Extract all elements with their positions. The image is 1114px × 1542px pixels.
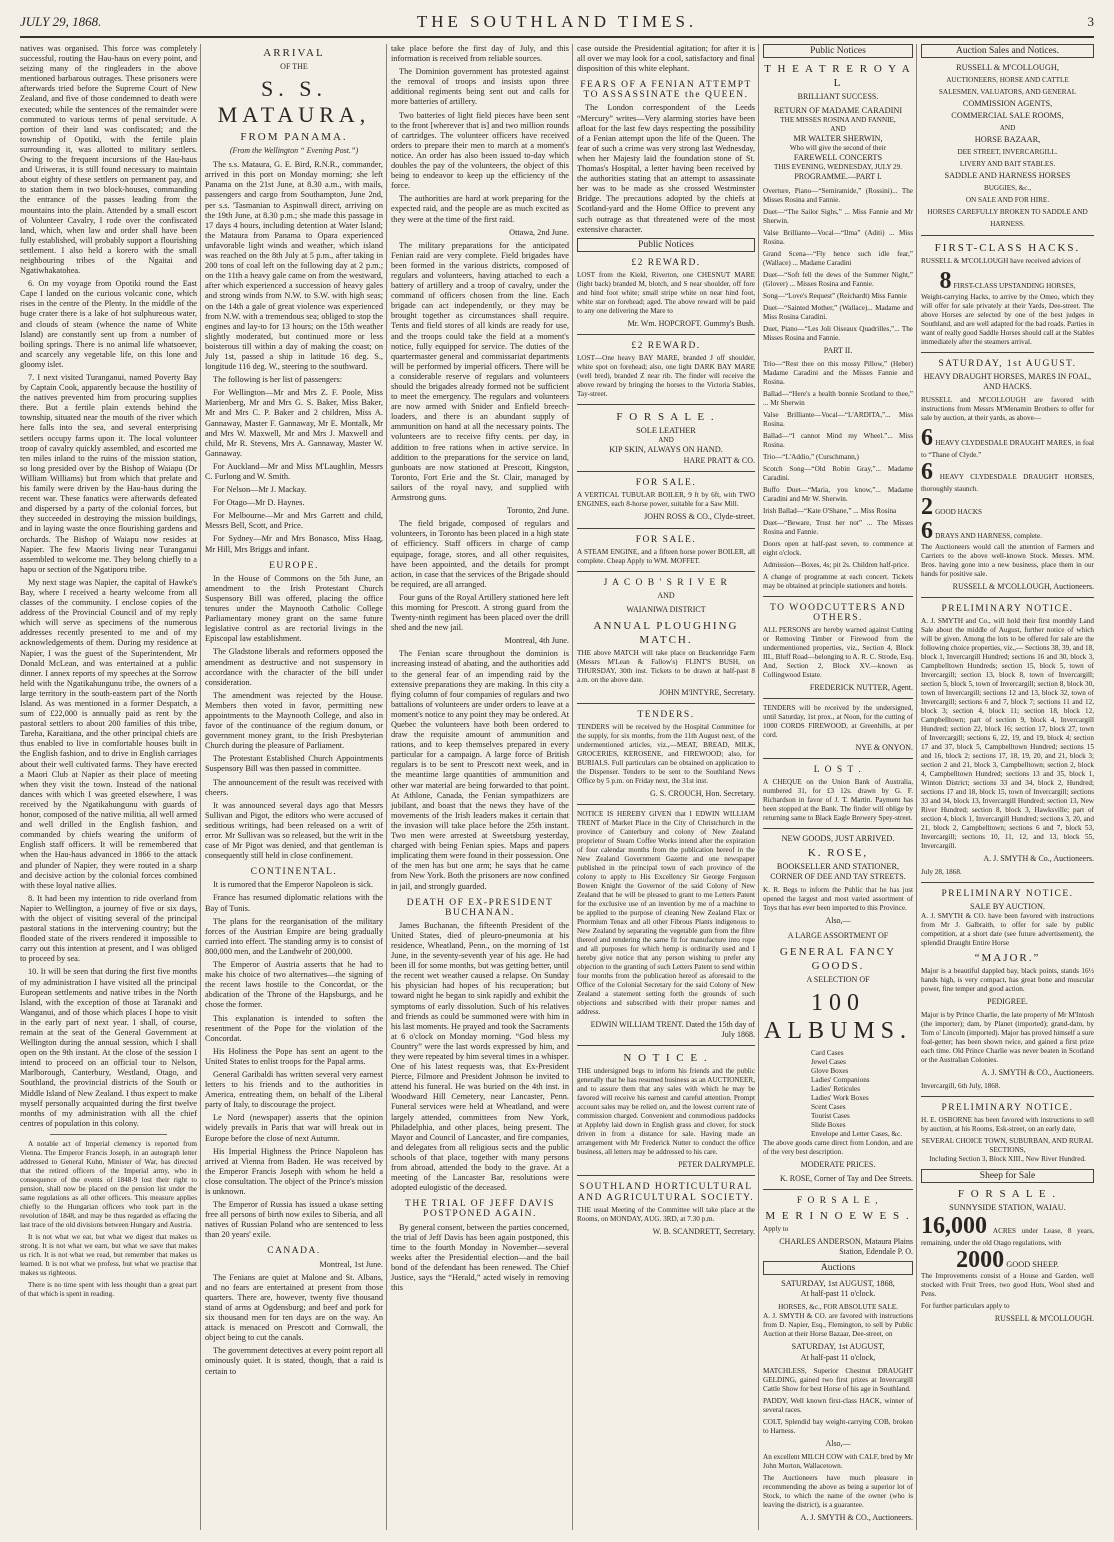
ad-body: The Auctioneers have much pleasure in recommending the above as being a superior lot of Stock, to which the name of the owner (who is leaving the district), is a guarantee. <box>763 1473 913 1509</box>
ad-heading: J A C O B ' S R I V E R <box>603 577 729 588</box>
paragraph: 7. I next visited Turanganui, named Poverty Bay by Captain Cook, apparently because the hostility of the natives prevented him from procuring supplies there. But a fertile plain extends behind the township, situated near the mouth of the river which here falls into the sea, and several enterprising settlers occupy farms upon it. The local volunteer troop of cavalry quickly assembled, and escorted me ten miles inland to the ruins of the mission station, so long presided over by the Bishop of Waiapu (Dr William Williams) but from which that prelate and his family were driven by the Hau-haus during the recent war. These fanatics were afterwards defeated and dispersed by a party of the colonial forces, but they succeeded in destroying the mission buildings, and in laying waste the once flourishing gardens and orchards. The Bishop of Waiapu now resides at Napier. The few Maoris living near Turanganui assembled to welcome me. They belong chiefly to a hapu or section of the Ngatiporu tribe. <box>20 373 197 574</box>
list-item: Tourist Cases <box>811 1111 850 1120</box>
separator <box>577 334 755 335</box>
ad-body: ALL PERSONS are hereby warned against Cutting or Removing Timber or Firewood from the undermentioned properties, viz., Section 4, Block III., Bluff Road—belonging to A. R. C. Strode, Esq. And, Section 2, Block XV.—known as Collingwood Estate. <box>763 625 913 679</box>
ad-heading: £2 REWARD. <box>631 340 701 351</box>
separator <box>921 597 1094 598</box>
section-box-heading: Auction Sales and Notices. <box>921 44 1094 58</box>
ad-heading: PRELIMINARY NOTICE. <box>941 1103 1074 1114</box>
ad-heading: L O S T . <box>813 765 863 776</box>
ad-body: Major is a beautiful dappled bay, black points, stands 16½ hands high, is very compact, has great bone and muscular power, fine temper and good action. <box>921 967 1094 994</box>
column-rule <box>758 44 759 1530</box>
ad-heading: F O R S A L E . <box>616 411 716 424</box>
ad-signature: Mr. Wm. HOPCROFT. Gummy's Bush. <box>627 318 755 328</box>
paragraph: The plans for the reorganisation of the military forces of the Austrian Empire are being gradually carried into effect. The standing army is to consist of 800,000 men, and the Landwehr of 200,000. <box>205 916 383 956</box>
ad-signature: EDWIN WILLIAM TRENT. Dated the 15th day of July 1868. <box>590 1020 755 1040</box>
ad-line: SADDLE AND HARNESS HORSES <box>944 171 1071 181</box>
paragraph: His Holiness the Pope has sent an agent to the United States to enlist troops for the Papal arms. <box>205 1046 383 1066</box>
ad-line: MODERATE PRICES. <box>800 1159 876 1169</box>
separator <box>763 1189 913 1190</box>
paragraph: The Fenian scare throughout the dominion is increasing instead of abating, and the authorities add to the general fear of an impending raid by the extensive preparations they are making. In this city a flying column of four companies of regulars and two battalions of volunteers are under orders to leave at a moment's notice to any point they may be ordered. At Quebec the volunteers have both been ordered to draw the requisite amount of ammunition and rations, and to keep themselves prepared in every particular for a campaign. A large force of British regulars is to be sent to Prescott next week, and in the meantime large quantities of ammunition and other war material are being forwarded to that point. At Athlone, Canada, the Fenian sympathizers are jubilant, and boast that the news they have of the movements of the Irish leaders makes it certain that the invasion will take place before the 25th instant. Two men were arrested at Sweetsburg yesterday, charged with being Fenian spies. Maps and papers implicating them were found in their possession. One of the men has but one arm; he says that he came from New York. Both the prisoners are now confined in jail, and strongly guarded. <box>391 649 569 891</box>
lot-number: 6 <box>921 425 933 452</box>
paragraph: Four guns of the Royal Artillery stationed here left this morning for Prescott. A strong guard from the Twenty-ninth regiment has been placed over the drill shed and the new jail. <box>391 592 569 633</box>
paragraph: This explanation is intended to soften the resentment of the Pope for the violation of the Concordat. <box>205 1013 383 1043</box>
separator <box>763 698 913 699</box>
list-item: Envelope and Letter Cases, &c. <box>811 1129 903 1138</box>
paragraph: The Protestant Established Church Appointments Suspensory Bill was then passed in committee. <box>205 754 383 774</box>
ad-heading: £2 REWARD. <box>631 257 701 268</box>
ad-body: For further particulars apply to <box>921 1301 1010 1310</box>
ad-body: THE above MATCH will take place on Brackenridge Farm (Messrs M'Lean & Fallow's) FLINT'S BUSH, on THURSDAY, 30th inst. Tickets to be drawn at half-past 8 a.m. on the above date. <box>577 648 755 684</box>
ad-heading: FOR SALE. <box>635 478 697 489</box>
paragraph: The announcement of the result was received with cheers. <box>205 777 383 797</box>
ad-line: A LARGE ASSORTMENT OF <box>787 930 889 940</box>
paragraph: Two batteries of light field pieces have been sent to the front [wherever that is] and two million rounds of cartridges. The volunteer officers have received orders to prepare their men to march at a moment's notice. An order has also been issued to-day which doubles the pay of the volunteers, the object of this being to endeavor to keep up the efficiency of the force. <box>391 110 569 191</box>
ad-body: NOTICE IS HEREBY GIVEN that I EDWIN WILLIAM TRENT of Market Place in the City of Christchurch in the province of Canterbury and colony of New Zealand proprietor of Steam Coffee Works intend after the expiration of four calendar months from the publication hereof in the New Zealand Government Gazette and one newspaper published in the principal town of each province of the colony to apply to His Excellency Sir George Ferguson Bowen Knight the Governor of the said Colony of New Zealand that he will be pleased to grant to me Letters Patent for the exclusive use of an invention by me of a machine to be applied to the purpose of cleaning New Zealand Flax or Phormium Tenax and all other Fibrous Plants indigenous to New Zealand by separating the vegetable gum from the fibre thereof and rendering the same fit for manufacture into rope and all purposes for which hemp is ordinarily used and I hereby give notice that any person wishing to prefer any objection to the granting of such Letters Patent to send within four months from the publication hereof as aforesaid to the Office of the Colonial Secretary for the said Colony of New Zealand a statement setting forth the grounds of such objections and subscribed with their proper names and address. <box>577 810 755 1017</box>
ad-body: Doors open at half-past seven, to commence at eight o'clock. <box>763 539 913 557</box>
ad-line: THIS EVENING, WEDNESDAY, JULY 29. <box>773 163 903 172</box>
ad-title: K. ROSE, <box>807 847 869 860</box>
paragraph: The Gladstone liberals and reformers opposed the amendment as destructive and not suspensory in accordance with the character of the bill under consideration. <box>205 647 383 687</box>
separator <box>577 804 755 805</box>
ad-body: LOST—One heavy BAY MARE, branded J off shoulder, white spot on forehead; also, one light DARK BAY MARE (well bred), branded Z near rib. The finder will receive the above reward by bringing the horses to the Victoria Stables, Tay-street. <box>577 354 755 399</box>
programme-item: Valse Brilliante—Vocal—“L'ARDITA,”... Miss Rosina. <box>763 410 913 428</box>
separator <box>50 1134 167 1135</box>
ad-signature: K. ROSE, Corner of Tay and Dee Streets. <box>779 1173 913 1183</box>
paragraph: natives was organised. This force was completely successful, routing the Hau-haus on every point, and seizing many of the ringleaders in the above mentioned barbarous outrages. These prisoners were afterwards tried before the Supreme Court of New Zealand, and five of those condemned to death were executed; while the sentences of the remainder were commuted to various terms of penal servitude. A portion of their land was confiscated; and the township of Opotiki, with the fertile plain surrounding it, was allotted to military settlers. Owing to the frequent incursions of the Hau-haus and Uriweras, it is still found necessary to maintain about eighty of these settlers on permanent pay, and to station them in two block-houses, commanding the entrance of the passes leading from the mountains into the plain. Attended by a small escort of Volunteer Cavalry, I rode over the confiscated land, which, when law and order shall have been fully established, will probably support a flourishing settlement. I also held a korero with the small neighbouring tribes of the Ngaitai and Ngatiwhakatohea. <box>20 44 197 276</box>
separator <box>921 882 1094 883</box>
programme-item: Trio—“L'Addio,” (Curschmann,) <box>763 452 859 461</box>
paragraph: For Wellington—Mr and Mrs Z. F. Poole, Miss Marienberg, Mr and Mrs G. S. Baker, Miss Baker, Mr and Mrs C. P. Baker and 2 children, Miss A. Gannaway, Master F. Gannaway, Mr E. Montalk, Mr and Mrs W. Maxwell, Mr and Mrs J. Maxwell and child, Mr R. Stevens, Mrs A. Gannaway, Master W. Gannaway. <box>205 388 383 458</box>
ad-date: July 28, 1868. <box>921 867 962 876</box>
ad-body: PADDY, Well known first-class HACK, winner of several races. <box>763 1396 913 1414</box>
column-rule <box>386 44 387 1530</box>
ad-body: MATCHLESS, Superior Chestnut DRAUGHT GELDING, gained two first prizes at Invercargill Cattle Show for best Horse of his age in Southland. <box>763 1366 913 1393</box>
column-6 <box>921 44 1094 1530</box>
paragraph: The Emperor of Austria asserts that he had to make his choice of two alternatives—the signing of the recent laws hostile to the Concordat, or the abdication of the Throne of the Hapsburgs, and he chose the former. <box>205 960 383 1010</box>
programme-item: Overture, Piano—“Semiramide,” (Rossini)... The Misses Rosina and Fannie. <box>763 186 913 204</box>
list-item: Jewel Cases <box>811 1057 846 1066</box>
ad-title-large: 100 ALBUMS. <box>763 989 913 1044</box>
ad-line: AND <box>657 590 675 600</box>
paragraph: For Otago—Mr D. Haynes. <box>213 498 305 508</box>
newspaper-title: THE SOUTHLAND TIMES. <box>416 12 698 31</box>
separator <box>921 235 1094 236</box>
list-item: Ladies' Reticules <box>811 1084 860 1093</box>
paragraph: France has resumed diplomatic relations with the Bay of Tunis. <box>205 893 383 913</box>
lot-text: HEAVY CLYDESDALE DRAUGHT HORSES, thoroughly staunch. <box>921 473 1094 494</box>
lot-text: ACRES under Lease, 8 years, remaining, under the old Otago regulations, with <box>921 1226 1094 1247</box>
lot-number: 2 <box>921 493 933 520</box>
ad-body: H. E. OSBORNE has been favored with instructions to sell by auction, at his Rooms, Esk-street, on an early date, <box>921 1116 1094 1134</box>
column-3 <box>391 44 569 1530</box>
ad-signature: CHARLES ANDERSON, Mataura Plains Station, Edendale P. O. <box>779 1236 913 1257</box>
section-box-heading: Sheep for Sale <box>921 1169 1094 1183</box>
paragraph: The Dominion government has protested against the removal of troops and insists upon three additional regiments being sent out and calls for more batteries of artillery. <box>391 67 569 107</box>
programme-item: Duet—“The Sailor Sighs,” ... Miss Fannie and Mr Sherwin. <box>763 207 913 225</box>
separator <box>577 1175 755 1176</box>
ad-heading: FOR SALE. <box>635 534 697 545</box>
ad-line: COMMERCIAL SALE ROOMS, <box>951 111 1064 121</box>
ad-heading: PRELIMINARY NOTICE. <box>941 603 1074 614</box>
paragraph: For Sydney—Mr and Mrs Bonasco, Miss Haag, Mr Hill, Mrs Briggs and infant. <box>205 534 383 554</box>
paragraph: There is no time spent with less thought than a great part of that which is spent in reading. <box>20 1280 197 1298</box>
ad-line: LIVERY AND BAIT STABLES. <box>959 160 1056 169</box>
ad-line: ON SALE AND FOR HIRE. <box>965 196 1050 205</box>
ad-heading: T H E A T R E R O Y A L <box>764 63 912 90</box>
ad-line: SOLE LEATHER <box>636 426 696 436</box>
lot <box>921 269 1094 293</box>
ad-line: FAREWELL CONCERTS <box>793 153 883 163</box>
ad-body: Admission—Boxes, 4s; pit 2s. Children half-price. <box>763 560 910 569</box>
ad-body: A. J. SMYTH & CO. have been favored with instructions from Mr J. Galbraith, to offer for sale by public competition, at a short date (see future advertisement), the splendid Draught Entire Horse <box>921 912 1094 948</box>
paragraph: 10. It will be seen that during the first five months of my administration I have visited all the principal European settlements and native tribes in the North Island, with the exception of those at Taranaki and Wanganui, and of those which places I hope to visit in the early part of next year. I shall, of course, remain at the seat of the General Government at Wellington during the annual session, which I shall open on the 9th instant. At the close of the session I intend to proceed on an official tour to Nelson, Marlborough, Canterbury, Westland, Otago, and Southland, the provincial districts of the South or Middle Island of New Zealand. I thus expect to make myself personally acquainted during the first twelve months of my administration with all the chief centres of population in this colony. <box>20 967 197 1128</box>
ad-signature: JOHN M'INTYRE, Secretary. <box>658 687 755 697</box>
ad-line: BOOKSELLER AND STATIONER, <box>776 862 900 872</box>
ad-line: COMMISSION AGENTS, <box>962 99 1053 109</box>
separator <box>577 703 755 704</box>
article-source: (From the Wellington “ Evening Post.”) <box>229 146 359 156</box>
ad-signature: FREDERICK NUTTER, Agent. <box>809 682 913 692</box>
programme-item: Duet, Piano—“Les Joli Oiseaux Quadrilles,”... The Misses Rosina and Fannie. <box>763 324 913 342</box>
lot <box>921 495 1094 519</box>
section-heading: EUROPE. <box>269 560 319 571</box>
ad-body: RUSSELL and M'COLLOUGH are favored with instructions from Messrs M'Menamin Brothers to offer for sale by auction, at their yards, as above— <box>921 396 1094 423</box>
paragraph: 6. On my voyage from Opotiki round the East Cape I landed on the curious volcanic cone, which rises in the centre of the Plenty. In the middle of the huge crater there is a lake of hot sulphureous water, and clouds of steam (whence the name of White Island) are constantly sent up from a number of boiling springs. There is no animal life whatsoever, and scarcely any vegetable life, on this lone and gloomy islet. <box>20 279 197 369</box>
lot-text: GOOD HACKS <box>935 507 983 516</box>
section-heading: CONTINENTAL. <box>250 867 338 878</box>
ad-line: WAIANIWA DISTRICT <box>626 604 706 614</box>
programme-item: Grand Scena—“Fly hence such idle fear,” (Wallace) ... Madame Caradini <box>763 249 913 267</box>
paragraph: His Imperial Highness the Prince Napoleon has arrived at Vienna from Baden. He was received by the Emperor Francis Joseph with whom he held a close consultation. The object of the Prince's mission is unknown. <box>205 1146 383 1196</box>
ad-line: RUSSELL & M'COLLOUGH, <box>956 63 1059 73</box>
column-rule <box>916 44 917 1530</box>
ad-signature: G. S. CROUCH, Hon. Secretary. <box>649 789 755 799</box>
ad-line: BRILLIANT SUCCESS. <box>797 92 879 102</box>
ad-body: The above goods came direct from London, and are of the very best description. <box>763 1138 913 1156</box>
ad-heading: TO WOODCUTTERS AND OTHERS. <box>770 602 906 623</box>
ad-line: THE MISSES ROSINA AND FANNIE, <box>780 116 896 125</box>
horse-name: “MAJOR.” <box>974 952 1041 965</box>
programme-item: Scotch Song—“Old Robin Gray,”... Madame Caradini. <box>763 464 913 482</box>
paragraph: James Buchanan, the fifteenth President of the United States, died of pleuro-pneumonia at his residence, Wheatland, Penn., on the morning of 1st June, in the seventy-seventh year of his age. He had been ill for some months, but was getting better, until the recent wet weather caused a relapse. On Sunday his physician had hopes of his recuperation; but toward night he began to sink rapidly and exhibit the symptoms of early dissolution. Such of his relatives and friends as could be summoned were with him in his last moments. He prayed and took the Sacraments at 6 o'clock on Monday morning. “God bless my Country” were the last words expressed by him, and they were repeated by him several times in a whisper. One of his latest requests was, that Ex-President Pierce, Filmore and President Johnson be invited to attend his funeral. He was buried on the 4th inst. in Woodward Hill Cemetery, near Lancaster, Penn. Funeral services were held at Wheatland, and were largely attended, committees from New York, Philadelphia, and other places, being present. The Mayor and Council of Lancaster, and fire companies, and delegates from all religious sects and the public schools of that place, together with many persons from abroad, attended the body to the grave. At a meeting of the Lancaster Bar, resolutions were adopted eulogistic of the deceased. <box>391 920 569 1193</box>
section-heading: CANADA. <box>267 1246 321 1257</box>
ad-line: HORSES CAREFULLY BROKEN TO SADDLE AND HARNESS. <box>927 208 1088 229</box>
programme-heading: PROGRAMME.—PART I. <box>794 172 882 182</box>
ad-heading: F O R S A L E , <box>796 1195 880 1206</box>
lot-number: 6 <box>921 459 933 486</box>
dateline: Ottawa, 2nd June. <box>509 227 569 237</box>
separator <box>577 571 755 572</box>
ad-line: Including Section 3, Block XIII., New River Hundred. <box>929 1155 1086 1164</box>
ad-line: SALESMEN, VALUATORS, AND GENERAL <box>938 88 1077 97</box>
ad-body: An excellent MILCH COW with CALF, bred by Mr John Morton, Wallacetown. <box>763 1452 913 1470</box>
ad-line: HORSES, &c., FOR ABSOLUTE SALE. <box>778 1303 898 1312</box>
ad-body: A. J. SMYTH & CO. are favored with instructions from D. Napier, Esq., Flemington, to sell by Public Auction at their Horse Bazaar, Dee-street, on <box>763 1312 913 1339</box>
ad-body: RUSSELL & M'COLLOUGH have received advices of <box>921 257 1081 266</box>
programme-item: Song—“Love's Request” (Reichardt) Miss Fannie <box>763 291 907 300</box>
column-2 <box>205 44 383 1530</box>
ad-line: Also,— <box>825 1438 851 1448</box>
arrival-of-the: OF THE <box>280 62 308 71</box>
lot <box>921 1214 1094 1248</box>
programme-item: Buffo Duet—“Maria, you know,”... Madame Caradini and Mr W. Sherwin. <box>763 485 913 503</box>
ad-line: DEE STREET, INVERCARGILL. <box>957 148 1058 157</box>
ad-heading: N O T I C E . <box>623 1052 709 1065</box>
separator <box>577 528 755 529</box>
ad-signature: JOHN ROSS & CO., Clyde-street. <box>644 512 755 522</box>
paragraph: The government detectives at every point report all ominously quiet. It is stated, though, that a raid is certain to <box>205 1346 383 1376</box>
paragraph: In the House of Commons on the 5th June, an amendment to the Irish Protestant Church Suspensory Bill was offered, placing the office tenures under the Maynooth Catholic College Parliamentary money grant on the same future legislative control as are rectorial livings in the Episcopal law establishment. <box>205 573 383 644</box>
ad-line: KIP SKIN, ALWAYS ON HAND. <box>609 445 723 455</box>
section-box-heading: Public Notices <box>577 238 755 252</box>
programme-item: Valse Brilliante—Vocal—“Ilma” (Aditi) ... Miss Rosina. <box>763 228 913 246</box>
paragraph: It is rumored that the Emperor Napoleon is sick. <box>213 880 374 890</box>
separator <box>763 758 913 759</box>
lot <box>921 1248 1094 1272</box>
ad-body: A. J. SMYTH and Co., will hold their first monthly Land Sale about the middle of August, further notice of which will be given. Among the lots to be offered for sale are the following choice properties, viz.,— Sections 38, 39, and 18, block 1, Invercargill Hundred; sections 16 and 30, block 3, Campbelltown Hundreds; section 15, block 5, town of Invercargill; section 13, block 8, town of Invercargill; section 5, block 5, town of Invercargill; section 8, block 30, town of Invercargill; sections 12 and 13, block 32, town of Invercargill; sections 6 and 7, block 7; sections 11 and 12, block 3; section 4, block 11; section 18, block 12, Campbelltown; part of section 9, block 4, Invercargill Hundred; section 22, block 16; section 17, block 27, town of Invercargill; sections 6, 22, 19, and 19, block 4; section 17 and 37, block 5, Campbelltown Hundred; sections 15 and 16, block 2; sections 17, 18, 19, 20, and 21, block 3; section 2 and 21, block 3, Campbelltown; section 2, block 4, Campbelltown Hundred; sections 13 and 35, block 1, Winton District; sections 33 and 34, block 2, Hundred; sections 17 and 18, block 15, town of Invercargill; sections 33 and 34, block 13, Invercargill Hundred; section 13, New River Hundred; section 8, block 3, Hawksville; part of section 4, block 1, Invercargill Hundred; sections 3, 20, and 21, block 2, Campbelltown; sections 6 and 7, block 53, Invercargill; sections 10, 11, 12, and 13, block 55, Invercargill. <box>921 616 1094 850</box>
ad-signature: RUSSELL & M'COLLOUGH, Auctioneers. <box>952 581 1094 591</box>
ad-body: Weight-carrying Hacks, to arrive by the Omeo, which they will offer for sale privately at their Yards, Dee-street. The above Horses are selected by one of the best judges in Southland, and are well adapted for the bad roads. Parties in want of really good Saddle Horses should call at the Stables immediately after the steamers arrival. <box>921 293 1094 347</box>
programme-item: Duet—“Sainted Mother,” (Wallace)... Madame and Miss Rosina Caradini. <box>763 303 913 321</box>
ad-line: HEAVY DRAUGHT HORSES, MARES IN FOAL, AND HACKS. <box>923 372 1092 392</box>
ad-heading: TENDERS. <box>637 710 695 720</box>
ad-body: Major is by Prince Charlie, the late property of Mr M'Intosh (the importer); dam, by Planet (imported); grand-dam, by Tom o' Lincoln (imported). Major has proved himself a sure foal-getter; has been shown twice, and gained a first prize each time. Old Prince Charlie was never beaten in Scotland or the Australian Colonies. <box>921 1011 1094 1065</box>
ad-line: AND <box>830 125 846 134</box>
programme-item: Ballad—“I cannot Mind my Wheel.”... Miss Rosina. <box>763 431 913 449</box>
ad-body: Apply to <box>763 1224 789 1233</box>
ad-line: SALE BY AUCTION. <box>969 901 1046 911</box>
section-heading: THE TRIAL OF JEFF DAVIS POSTPONED AGAIN. <box>405 1199 555 1220</box>
ad-signature: NYE & ONYON. <box>855 742 913 752</box>
lot <box>921 426 1094 460</box>
list-item: Ladies' Companions <box>811 1075 870 1084</box>
programme-item: Irish Ballad—“Kate O'Shane,” ... Miss Rosina <box>763 506 897 515</box>
paragraph: It is not what we eat, but what we digest that makes us strong. It is not what we earn, but what we save that makes us rich. It is not what we read, but remember that makes us learned. It is not what we profess, but what we practise that makes us righteous. <box>20 1232 197 1277</box>
programme-item: Duet—“Beware, Trust her not” ... The Misses Rosina and Fannie. <box>763 518 913 536</box>
paragraph: take place before the first day of July, and this information is received from reliable sources. <box>391 44 569 64</box>
ad-body: THE usual Meeting of the Committee will take place at the Rooms, on MONDAY, AUG. 3RD, at 7.30 p.m. <box>577 1205 755 1223</box>
separator <box>921 352 1094 353</box>
programme-item: Ballad—“Here's a health bonnie Scotland to thee,” ... Mr Sherwin <box>763 389 913 407</box>
column-rule <box>572 44 573 1530</box>
ad-line: AUCTIONEERS, HORSE AND CATTLE <box>946 76 1069 85</box>
list-item: Scent Cases <box>811 1102 846 1111</box>
paragraph: A notable act of Imperial clemency is reported from Vienna. The Emperor Francis Joseph, in an autograph letter addressed to General Kuhn, Minister of War, has directed that the retired officers of the Imperial army, who in consequence of the events of 1848-9 lost their right to pension, shall now be placed on the pension list under the same regulations as all other officers. This measure applies chiefly to the Hungarian officers who took part in the revolution of 1848, and may be thus regarded as effacing the last trace of the old divisions between Hungary and Austria. <box>20 1139 197 1229</box>
paragraph: My next stage was Napier, the capital of Hawke's Bay, where I received a hearty welcome from all classes of the community. I enclose copies of the address of the Provincial Council and of my reply which will serve as specimens of the numerous addresses recently presented to me and of my acknowledgements of them. During my residence at Napier, I was the guest of the Superintendent, Mr Donald McLean, and was entertained at a public dinner. I annex reports of my speeches at the Sorrow held with the Ngatikahungunu tribe, the owners of a large territory in the south-eastern part of the North Island. As was mentioned in a former Despatch, a sum of £22,000 is annually paid as rent by the pastoral settlers to about 200 families of this tribe, Tareha, Karaitiana, and the other principal chiefs are thus enabled to live in comfortable houses built in the English fashion, and to drive in English carriages about their well cultivated farms. They have erected a Maori Club at Napier as their place of meeting when they visit the town. Instead of the national dances with which I was greeted elsewhere, I was received by the Ngatikahungunu with guards of honor, composed of the native militia, all well armed and well drilled in the English fashion, and commanded by chiefs wearing the uniform of English staff officers. It will be remembered that when the Hau-haus advanced in 1866 to the attack and plunder of Napier, they were routed in a sharp and decisive action by the colonial forces combined with these loyal native allies. <box>20 577 197 890</box>
programme-item: Duet—“Soft fell the dews of the Summer Night,” (Glover) ... Misses Rosina and Fannie. <box>763 270 913 288</box>
paragraph: The Fenians are quiet at Malone and St. Albans, and no fears are entertained at present from those quarters. There are, however, twenty five thousand stand of arms at Ogdensburg; and beef and pork for six thousand men for ten days are on the way. An attack is menaced on Prescott and Cornwall, the object being to cut the canals. <box>205 1272 383 1343</box>
ad-body: TENDERS will be received by the undersigned, until Saturday, 1st prox., at Noon, for the cutting of 1000 CORDS FIREWOOD, at Greenhills, at per cord. <box>763 703 913 739</box>
lot-text: HEAVY CLYDESDALE DRAUGHT MARES, in foal to “Thane of Clyde.” <box>921 439 1094 460</box>
ad-signature: RUSSELL & M'COLLOUGH. <box>994 1313 1094 1323</box>
ad-heading: PRELIMINARY NOTICE. <box>941 888 1074 899</box>
lot-number: 8 <box>939 268 952 295</box>
paragraph: It was announced several days ago that Messrs Sullivan and Pigot, the editors who were accused of seditious writings, had been released on a writ of error. Mr Sullivan was so released, but the writ in the case of Mr Pigot was denied, and that gentleman is consequently still held in close confinement. <box>205 800 383 861</box>
ad-line: At half-past 11 o'clock. <box>800 1289 876 1299</box>
ad-line: BUGGIES, &c., <box>983 184 1032 193</box>
goods-list <box>763 1049 913 1139</box>
ad-body: TENDERS will be received by the Hospital Committee for the supply, for six months, from the 11th August next, of the undermentioned articles, viz.,—MEAT, BREAD, MILK, GROCERIES, KEROSENE, and FIREWOOD; also, for BURIALS. Full particulars can be obtained on application to the Dispenser. Tenders to be sent to the Southland News Office by 5 p.m. on Friday next, the 31st inst. <box>577 723 755 786</box>
paragraph: The following is her list of passengers: <box>213 375 343 385</box>
paragraph: The s.s. Mataura, G. E. Bird, R.N.R., commander, arrived in this port on Monday morning; she left Panama on the 21st June, at 8.30 a.m., with mails, passengers and cargo from Southampton, June 2nd, per s.s. 'Tasmanian to Aspinwall direct, arriving on the 19th June, at 8.30 p.m.; she made this passage in 17 days 4 hours, including detention at Water Island; the Mataura from Panama to Opara experienced unfavorable light winds and weather, which island was reached on the 8th July at 5 p.m., after taking in 200 tons of coal left on the following day at 2 p.m.; on the 11th a heavy gale came on from the westward, after which experienced a succession of heavy gales and strong winds from N.W. to S.W. with high seas; on the 14th a gale of great violence was experienced from N.W. with a tremendous sea; obliged to stop the engines and lay-to for 13 hours; on the 15th weather slightly moderated, but continued more or less boisterous till within a day of making the coast; on July 1st, passed a ship in latitude 16 deg. S., longitude 116 deg. W., steering to the southward. <box>205 160 383 372</box>
list-item: Slide Boxes <box>811 1120 846 1129</box>
ad-line: AND <box>999 124 1016 133</box>
ad-line: CORNER OF DEE AND TAY STREETS. <box>770 872 906 882</box>
lot <box>921 519 1094 543</box>
ad-line: Also,— <box>825 916 851 926</box>
ad-line: AND <box>658 436 674 445</box>
ad-heading: F O R S A L E . <box>957 1188 1058 1201</box>
arrival-origin: FROM PANAMA. <box>240 131 348 144</box>
paragraph: The amendment was rejected by the House. Members then voted in favor, permitting new appointments to the Maynooth College, and also in favor of the continuance of the regium donum, or government money grant, to the Irish Presbyterian Church during the pleasure of Parliament. <box>205 690 383 751</box>
paragraph: For Auckland—Mr and Miss M'Laughlin, Messrs C. Furlong and W. Smith. <box>205 461 383 481</box>
ad-body: A CHEQUE on the Union Bank of Australia, numbered 31, for £3 12s. drawn by G. F. Richardson in favor of J. T. Martin. Payment has been stopped at the Bank. The finder will oblige by returning same to Black Eagle Brewery Spey-street. <box>763 778 913 823</box>
section-box-heading: Auctions <box>763 1261 913 1275</box>
lot-text: FIRST-CLASS UPSTANDING HORSES, <box>953 282 1076 291</box>
programme-item: Trio—“Rest thee on this mossy Pillow,” (Heber) Madame Caradini and the Misses Fannie and Rosina. <box>763 359 913 386</box>
ad-heading: FIRST-CLASS HACKS. <box>934 242 1081 255</box>
ad-body: The Improvements consist of a House and Garden, well stocked with Fruit Trees, two good Huts, Wool shed and Pens. <box>921 1271 1094 1298</box>
paragraph: The military preparations for the anticipated Fenian raid are very complete. Field brigades have been formed in the various districts, composed of regulars and volunteers, having attached to each a battery of artillery and a troop of cavalry, under the command of officers chosen from the line. Each brigade can act independently, or they may be brought together as circumstances shall require. Tents and field stores of all kinds are ready for use, and the troops could take the field at a moment's notice, fully equipped for service. The duties of the quartermaster general and commissariat departments will be performed by imperial officers. There will be a considerable reserve of regulars and volunteers should the brigades already formed not be sufficient to meet the emergency. The regulars and volunteers are now armed with Snider and Enfield breech-loaders, and there is an abundant supply of ammunition on hand at all the necessary points. The volunteers are to receive fifty cents. per day, in addition to free rations when in active service. In addition to the preparations for the service on land, gunboats are now stationed at Prescott, Kingston, Toronto, Fort Erie and the St. Clair, managed by sailors of the royal navy, and supplied with Armstrong guns. <box>391 240 569 503</box>
ad-body: LOST from the Kiekl, Riverton, one CHESNUT MARE (light back) branded M, blotch, and S near shoulder, off fore and hind foot white; small stripe white on near hind foot, white star on forehead; aged. The above reward will be paid to any one delivering the Mare to <box>577 270 755 315</box>
ad-line: A SELECTION OF <box>806 974 870 984</box>
column-rule <box>200 44 201 1530</box>
lot-number: 16,000 <box>921 1212 987 1239</box>
paragraph: Le Nord (newspaper) asserts that the opinion widely prevails in Paris that war will break out in Europe before the close of next Autumn. <box>205 1113 383 1143</box>
section-heading: FEARS OF A FENIAN ATTEMPT TO ASSASSINATE the QUEEN. <box>580 80 752 101</box>
column-5 <box>763 44 913 1530</box>
ad-signature: HARE PRATT & CO. <box>683 456 755 466</box>
ad-line: SATURDAY, 1st AUGUST, 1868, <box>781 1279 895 1289</box>
lot-number: 2000 <box>956 1246 1005 1273</box>
ad-line: MR WALTER SHERWIN, <box>793 134 883 144</box>
ad-line: Who will give the second of their <box>789 144 887 153</box>
list-item: Glove Boxes <box>811 1066 849 1075</box>
ship-name: S. S. MATAURA, <box>217 76 371 128</box>
ad-title: M E R I N O E W E S . <box>765 1209 911 1222</box>
programme-heading: PART II. <box>823 345 853 355</box>
separator <box>763 596 913 597</box>
arrival-heading: ARRIVAL <box>263 47 325 59</box>
ad-title: GENERAL FANCY GOODS. <box>779 945 897 972</box>
ad-line: PEDIGREE. <box>987 997 1028 1007</box>
lot-number: 6 <box>921 517 933 544</box>
ad-line: RETURN OF MADAME CARADINI <box>773 106 903 116</box>
section-heading: DEATH OF EX-PRESIDENT BUCHANAN. <box>406 897 554 918</box>
paragraph: The Emperor of Russia has issued a ukase setting free all persons of birth now exiles to Siberia, and all natives of Russian Poland who are sentenced to less than 20 years' exile. <box>205 1200 383 1240</box>
paragraph: For Nelson—Mr J. Mackay. <box>213 485 307 495</box>
ad-line: SEVERAL CHOICE TOWN, SUBURBAN, AND RURAL SECTIONS, <box>921 1137 1094 1155</box>
ad-body: COLT, Splendid bay weight-carrying COB, broken to Harness. <box>763 1417 913 1435</box>
ad-signature: A. J. SMYTH & Co., Auctioneers. <box>983 853 1094 863</box>
ad-signature: PETER DALRYMPLE. <box>678 1160 755 1170</box>
ad-body: THE undersigned begs to inform his friends and the public generally that he has resumed business as an AUCTIONEER, and to assure them that any sales with which he may be favored will receive his earnest and careful attention. Prompt account sales may be relied on, and the lowest current rate of commission charged. Convenient and commodious paddocks at Appleby laid down in English grass and clover, for stock driven in from a distance for sale. Having made an arrangement with Mr Frederick Nutter to conduct the office business, all letters may be addressed to his care. <box>577 1067 755 1157</box>
separator <box>763 828 913 829</box>
separator <box>577 1045 755 1046</box>
ad-line: At half-past 11 o'clock, <box>800 1352 876 1362</box>
list-item: Card Cases <box>811 1048 844 1057</box>
paragraph: 8. It had been my intention to ride overland from Napier to Wellington, a journey of five or six days, with the object of visiting several of the principal pastoral stations in the intervening country; but the flooded state of the rivers rendered it impossible to carry out this intention at present, and I was obliged to proceed by sea. <box>20 893 197 964</box>
section-box-heading: Public Notices <box>763 44 913 58</box>
dateline: Montreal, 1st June. <box>319 1259 383 1269</box>
dateline: Montreal, 4th June. <box>504 636 569 646</box>
paragraph: The London correspondent of the Leeds “Mercury” writes—Very alarming stories have been afloat for the last few days respecting the possibility of a Fenian attempt upon the life of the Queen. The fear of such a crime was very strong last Wednesday, when her Majesty laid the foundation stone of St. Thomas's Hospital, a letter having been received by the authorities stating that an attempt to assassinate her was to be made as she crossed Westminster Bridge. The precautions adopted by the chiefs at Scotland-yard and the Home Office to prevent any such outrage as that threatened were of the most extensive character. <box>577 103 755 234</box>
ad-line: NEW GOODS, JUST ARRIVED. <box>781 834 895 844</box>
paragraph: By general consent, between the parties concerned, the trial of Jeff Davis has been again postponed, this time to the fourth Monday in November—several weeks after the Presidential election—and the bail bond of the defendant has been renewed. The Chief Justice, says the “Herald,” acted wisely in removing this <box>391 1222 569 1293</box>
issue-date: JULY 29, 1868. <box>20 14 102 29</box>
ad-date: Invercargill, 6th July, 1868. <box>921 1082 1001 1091</box>
lot-text: GOOD SHEEP. <box>1006 1259 1059 1269</box>
paragraph: The field brigade, composed of regulars and volunteers, in Toronto has been placed in a high state of efficiency. Staff officers in charge of camp equipage, forage, stores, and all other requisites, have been appointed, and the details for prompt action, in case that the services of the Brigade should be required, are all arranged. <box>391 519 569 589</box>
ad-body: A STEAM ENGINE, and a fifteen horse power BOILER, all complete. Cheap Apply to WM. MOFFET. <box>577 547 755 565</box>
ad-heading: SOUTHLAND HORTICULTURAL AND AGRICULTURAL SOCIETY. <box>577 1182 755 1203</box>
dateline: Toronto, 2nd June. <box>506 506 569 516</box>
ad-signature: W. B. SCANDRETT, Secretary. <box>652 1226 755 1236</box>
paragraph: case outside the Presidential agitation; for after it is all over we may look for a cool, satisfactory and final disposition of this white elephant. <box>577 44 755 74</box>
paragraph: For Melbourne—Mr and Mrs Garrett and child, Messrs Bell, Scott, and Price. <box>205 511 383 531</box>
ad-signature: A. J. SMYTH & CO., Auctioneers. <box>800 1512 913 1522</box>
separator <box>577 404 755 405</box>
ad-body: The Auctioneers would call the attention of Farmers and Carriers to the above well-known Stock. Messrs. M'M. Bros. having gone into a new business, place them in our hands for positive sale. <box>921 542 1094 578</box>
column-4 <box>577 44 755 1530</box>
ad-body: A change of programme at each concert. Tickets may be obtained at principle stationers and hotels. <box>763 572 913 590</box>
ad-body: K. R. Begs to inform the Public that he has just opened the largest and most varied assortment of Toys that has ever been imported to this Province. <box>763 886 913 913</box>
lot <box>921 460 1094 494</box>
separator <box>921 1096 1094 1097</box>
ad-signature: A. J. SMYTH & CO., Auctioneers. <box>981 1068 1094 1078</box>
ad-line: SATURDAY, 1st AUGUST, <box>791 1342 885 1352</box>
column-1 <box>20 44 197 1530</box>
masthead <box>20 12 1094 38</box>
lot-text: DRAYS AND HARNESS, complete. <box>935 531 1043 540</box>
paragraph: General Garibaldi has written several very earnest letters to his friends and to the authorities in America, entreating them, on behalf of the Liberal party of Italy, to discourage the project. <box>205 1069 383 1110</box>
ad-body: A VERTICAL TUBULAR BOILER, 9 ft by 6ft, with TWO ENGINES, each 8-horse power, suitable for a Saw Mill. <box>577 491 755 509</box>
ad-title: ANNUAL PLOUGHING MATCH. <box>593 619 739 646</box>
ad-heading: SATURDAY, 1st AUGUST. <box>938 359 1077 370</box>
separator <box>577 471 755 472</box>
page-number: 3 <box>1087 14 1094 29</box>
ad-line: SUNNYSIDE STATION, WAIAU. <box>949 1203 1066 1213</box>
list-item: Ladies' Work Boxes <box>811 1093 869 1102</box>
ad-line: HORSE BAZAAR, <box>974 135 1041 145</box>
paragraph: The authorities are hard at work preparing for the expected raid, and the people are as much excited as they were at the time of the first raid. <box>391 194 569 224</box>
